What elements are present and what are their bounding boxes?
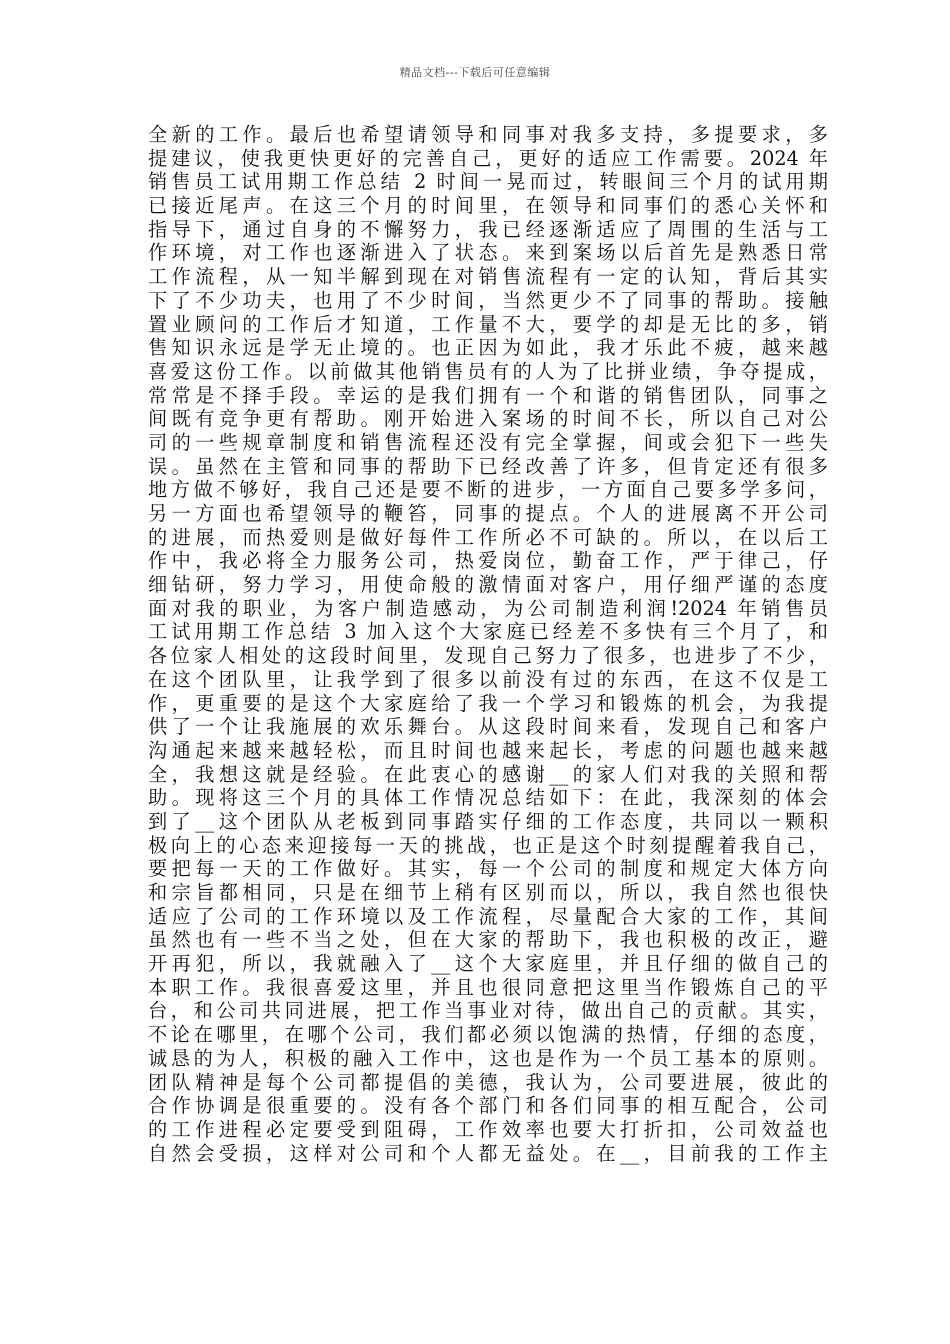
- text-line: 到了__这个团队从老板到同事踏实仔细的工作态度，共同以一颗积: [148, 809, 828, 833]
- text-line: 售知识永远是学无止境的。也正因为如此，我才乐此不疲，越来越: [148, 336, 828, 360]
- text-line: 误。虽然在主管和同事的帮助下已经改善了许多，但肯定还有很多: [148, 454, 828, 478]
- text-line: 工试用期工作总结 3 加入这个大家庭已经差不多快有三个月了，和: [148, 620, 828, 644]
- text-line: 极向上的心态来迎接每一天的挑战，也正是这个时刻提醒着我自己，: [148, 833, 828, 857]
- document-body: [148, 123, 828, 1165]
- text-line: 团队精神是每个公司都提倡的美德，我认为，公司要进展，彼此的: [148, 1070, 828, 1094]
- text-line: 台，和公司共同进展，把工作当事业对待，做出自己的贡献。其实，: [148, 999, 828, 1023]
- text-line: 要把每一天的工作做好。其实，每一个公司的制度和规定大体方向: [148, 857, 828, 881]
- text-line: 置业顾问的工作后才知道，工作量不大，要学的却是无比的多，销: [148, 312, 828, 336]
- text-line: 全新的工作。最后也希望请领导和同事对我多支持，多提要求，多: [148, 123, 828, 146]
- text-line: 销售员工试用期工作总结 2 时间一晃而过，转眼间三个月的试用期: [148, 170, 828, 194]
- text-line: 本职工作。我很喜爱这里，并且也很同意把这里当作锻炼自己的平: [148, 975, 828, 999]
- text-line: 助。现将这三个月的具体工作情况总结如下：在此，我深刻的体会: [148, 786, 828, 810]
- text-line: 合作协调是很重要的。没有各个部门和各们同事的相互配合，公司: [148, 1094, 828, 1118]
- text-line: 间既有竞争更有帮助。刚开始进入案场的时间不长，所以自己对公: [148, 407, 828, 431]
- text-line: 虽然也有一些不当之处，但在大家的帮助下，我也积极的改正，避: [148, 928, 828, 952]
- text-line: 指导下，通过自身的不懈努力，我已经逐渐适应了周围的生活与工: [148, 217, 828, 241]
- text-line: 供了一个让我施展的欢乐舞台。从这段时间来看，发现自己和客户: [148, 715, 828, 739]
- text-line: 自然会受损，这样对公司和个人都无益处。在__，目前我的工作主: [148, 1141, 828, 1165]
- text-line: 沟通起来越来越轻松，而且时间也越来起长，考虑的问题也越来越: [148, 738, 828, 762]
- text-line: 作中，我必将全力服务公司，热爱岗位，勤奋工作，严于律己，仔: [148, 549, 828, 573]
- text-line: 全，我想这就是经验。在此衷心的感谢__的家人们对我的关照和帮: [148, 762, 828, 786]
- text-line: 工作流程，从一知半解到现在对销售流程有一定的认知，背后其实: [148, 265, 828, 289]
- text-line: 和宗旨都相同，只是在细节上稍有区别而以，所以，我自然也很快: [148, 881, 828, 904]
- text-line: 开再犯，所以，我就融入了__这个大家庭里，并且仔细的做自己的: [148, 952, 828, 976]
- text-line: 各位家人相处的这段时间里，发现自己努力了很多，也进步了不少，: [148, 644, 828, 668]
- text-line: 细钻研，努力学习，用使命般的激情面对客户，用仔细严谨的态度: [148, 573, 828, 597]
- text-line: 司的一些规章制度和销售流程还没有完全掌握，间或会犯下一些失: [148, 430, 828, 454]
- text-line: 作，更重要的是这个大家庭给了我一个学习和锻炼的机会，为我提: [148, 691, 828, 715]
- text-line: 提建议，使我更快更好的完善自己，更好的适应工作需要。2024 年: [148, 146, 828, 170]
- text-line: 面对我的职业，为客户制造感动，为公司制造利润!2024 年销售员: [148, 596, 828, 620]
- text-line: 诚恳的为人，积极的融入工作中，这也是作为一个员工基本的原则。: [148, 1046, 828, 1070]
- text-line: 不论在哪里，在哪个公司，我们都必须以饱满的热情，仔细的态度，: [148, 1023, 828, 1047]
- text-line: 另一方面也希望领导的鞭笞，同事的提点。个人的进展离不开公司: [148, 502, 828, 525]
- text-line: 下了不少功夫，也用了不少时间，当然更少不了同事的帮助。接触: [148, 288, 828, 312]
- text-line: 常常是不择手段。幸运的是我们拥有一个和谐的销售团队，同事之: [148, 383, 828, 407]
- text-line: 的工作进程必定要受到阻碍，工作效率也要大打折扣，公司效益也: [148, 1117, 828, 1141]
- text-line: 喜爱这份工作。以前做其他销售员有的人为了比拼业绩，争夺提成，: [148, 359, 828, 383]
- text-line: 已接近尾声。在这三个月的时间里，在领导和同事们的悉心关怀和: [148, 194, 828, 218]
- text-line: 适应了公司的工作环境以及工作流程，尽量配合大家的工作，其间: [148, 904, 828, 928]
- page-header: 精品文档---下载后可任意编辑: [399, 66, 551, 79]
- text-line: 作环境，对工作也逐渐进入了状态。来到案场以后首先是熟悉日常: [148, 241, 828, 265]
- text-line: 地方做不够好，我自己还是要不断的进步，一方面自己要多学多问，: [148, 478, 828, 502]
- text-line: 的进展，而热爱则是做好每件工作所必不可缺的。所以，在以后工: [148, 525, 828, 549]
- text-line: 在这个团队里，让我学到了很多以前没有过的东西，在这不仅是工: [148, 667, 828, 691]
